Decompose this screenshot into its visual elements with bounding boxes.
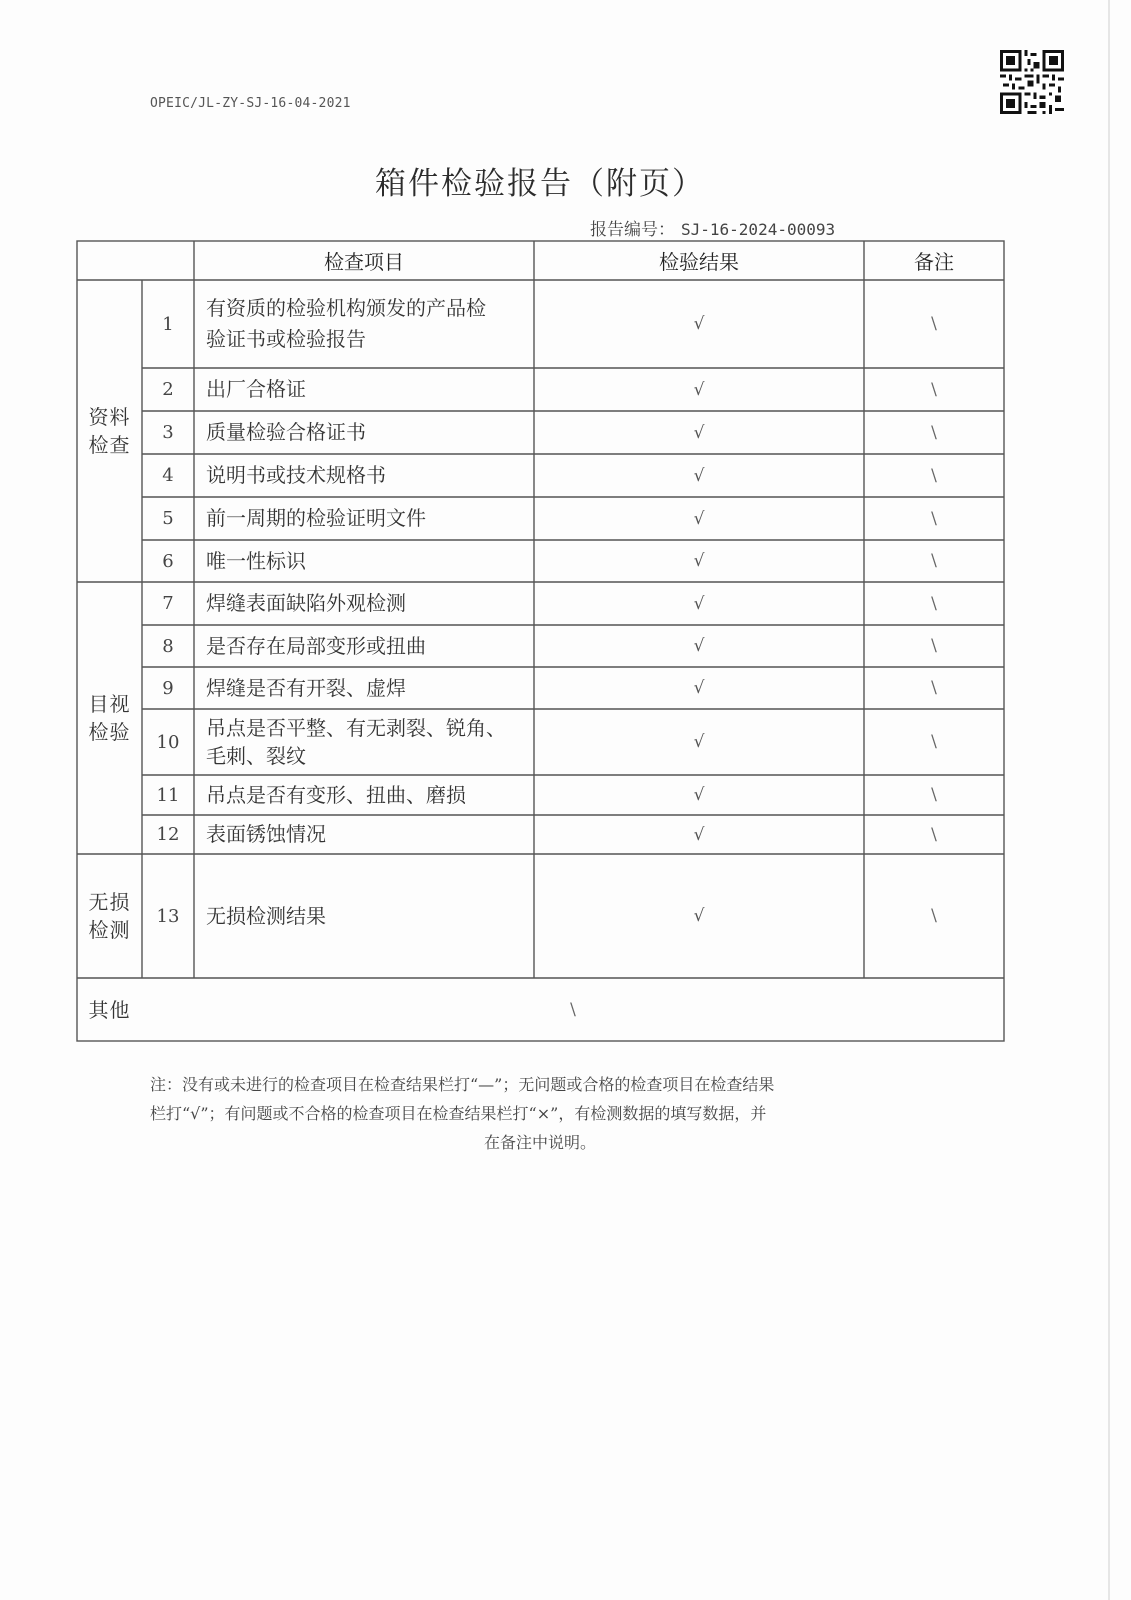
row-remark: \ xyxy=(931,422,937,443)
row-number: 4 xyxy=(162,465,174,486)
row-remark: \ xyxy=(931,508,937,529)
footnote xyxy=(150,1070,930,1157)
group-label-line1: 资料 xyxy=(88,405,131,429)
row-number: 5 xyxy=(162,508,174,529)
group-document-check xyxy=(77,280,142,582)
report-number-value: SJ-16-2024-00093 xyxy=(681,220,836,239)
other-value: \ xyxy=(570,999,576,1020)
row-number: 9 xyxy=(162,677,174,699)
row-item: 质量检验合格证书 xyxy=(206,420,366,444)
qr-code-icon xyxy=(1000,50,1064,114)
row-item: 出厂合格证 xyxy=(206,377,306,401)
page-title: 箱件检验报告（附页） xyxy=(375,166,705,202)
row-result-check: √ xyxy=(693,314,705,334)
row-result-check: √ xyxy=(693,678,705,698)
row-result-check: √ xyxy=(693,465,705,486)
document-code: OPEIC/JL-ZY-SJ-16-04-2021 xyxy=(150,96,351,111)
row-item: 说明书或技术规格书 xyxy=(206,463,386,487)
row-remark: \ xyxy=(931,314,937,334)
row-number: 8 xyxy=(162,635,174,657)
scan-edge-line xyxy=(1108,0,1110,1600)
header-result: 检验结果 xyxy=(659,250,739,274)
row-remark: \ xyxy=(931,465,937,486)
row-result-check: √ xyxy=(693,508,705,529)
row-result-check: √ xyxy=(693,422,705,443)
row-item: 表面锈蚀情况 xyxy=(206,822,326,846)
row-remark: \ xyxy=(931,906,937,926)
group-visual-inspection xyxy=(77,582,142,854)
row-remark: \ xyxy=(931,732,937,752)
row-remark: \ xyxy=(931,824,937,845)
row-item-line2: 毛刺、裂纹 xyxy=(206,744,306,768)
row-number: 3 xyxy=(162,422,174,443)
row-result-check: √ xyxy=(693,785,705,805)
row-number: 13 xyxy=(156,905,180,927)
row-item: 唯一性标识 xyxy=(206,548,306,573)
row-remark: \ xyxy=(931,551,937,571)
row-item: 前一周期的检验证明文件 xyxy=(206,506,426,530)
row-item: 焊缝表面缺陷外观检测 xyxy=(206,591,406,615)
row-item xyxy=(194,709,534,775)
row-number: 11 xyxy=(156,784,180,806)
row-item: 焊缝是否有开裂、虚焊 xyxy=(206,675,406,700)
report-number xyxy=(590,215,835,240)
row-result-check: √ xyxy=(693,551,705,571)
row-result-check: √ xyxy=(693,379,705,400)
row-item: 无损检测结果 xyxy=(206,903,326,928)
row-item-line1: 吊点是否平整、有无剥裂、锐角、 xyxy=(206,716,506,740)
row-item-line2: 验证书或检验报告 xyxy=(206,327,366,351)
row-item: 是否存在局部变形或扭曲 xyxy=(206,633,426,658)
row-number: 12 xyxy=(156,824,180,845)
row-number: 2 xyxy=(162,379,174,400)
row-number: 1 xyxy=(162,313,174,335)
footnote-line1: 注：没有或未进行的检查项目在检查结果栏打“—”；无问题或合格的检查项目在检查结果 xyxy=(150,1075,775,1094)
row-item xyxy=(194,280,534,368)
row-item-line1: 有资质的检验机构颁发的产品检 xyxy=(206,296,486,320)
row-result-check: √ xyxy=(693,732,705,752)
row-number: 6 xyxy=(162,550,174,572)
group-label-line2: 检验 xyxy=(88,720,131,744)
row-result-check: √ xyxy=(693,824,705,845)
group-label-line2: 检测 xyxy=(88,918,131,942)
row-result-check: √ xyxy=(693,906,705,926)
inspection-table xyxy=(76,240,1006,1042)
group-ndt xyxy=(77,854,142,978)
row-result-check: √ xyxy=(693,636,705,656)
row-item: 吊点是否有变形、扭曲、磨损 xyxy=(206,782,466,807)
group-label-line1: 目视 xyxy=(88,692,131,716)
row-number: 7 xyxy=(162,593,174,614)
row-remark: \ xyxy=(931,636,937,656)
footnote-line3: 在备注中说明。 xyxy=(483,1133,596,1152)
row-remark: \ xyxy=(931,678,937,698)
row-result-check: √ xyxy=(693,593,705,614)
row-remark: \ xyxy=(931,593,937,614)
header-item: 检查项目 xyxy=(324,250,404,274)
row-number: 10 xyxy=(156,731,180,753)
row-remark: \ xyxy=(931,785,937,805)
footnote-line2: 栏打“√”；有问题或不合格的检查项目在检查结果栏打“×”，有检测数据的填写数据，并 xyxy=(150,1104,767,1123)
header-remark: 备注 xyxy=(914,250,954,274)
other-label: 其他 xyxy=(88,997,131,1022)
group-label-line1: 无损 xyxy=(88,890,131,914)
report-number-label: 报告编号： xyxy=(590,220,675,240)
row-remark: \ xyxy=(931,379,937,400)
group-label-line2: 检查 xyxy=(88,433,131,457)
